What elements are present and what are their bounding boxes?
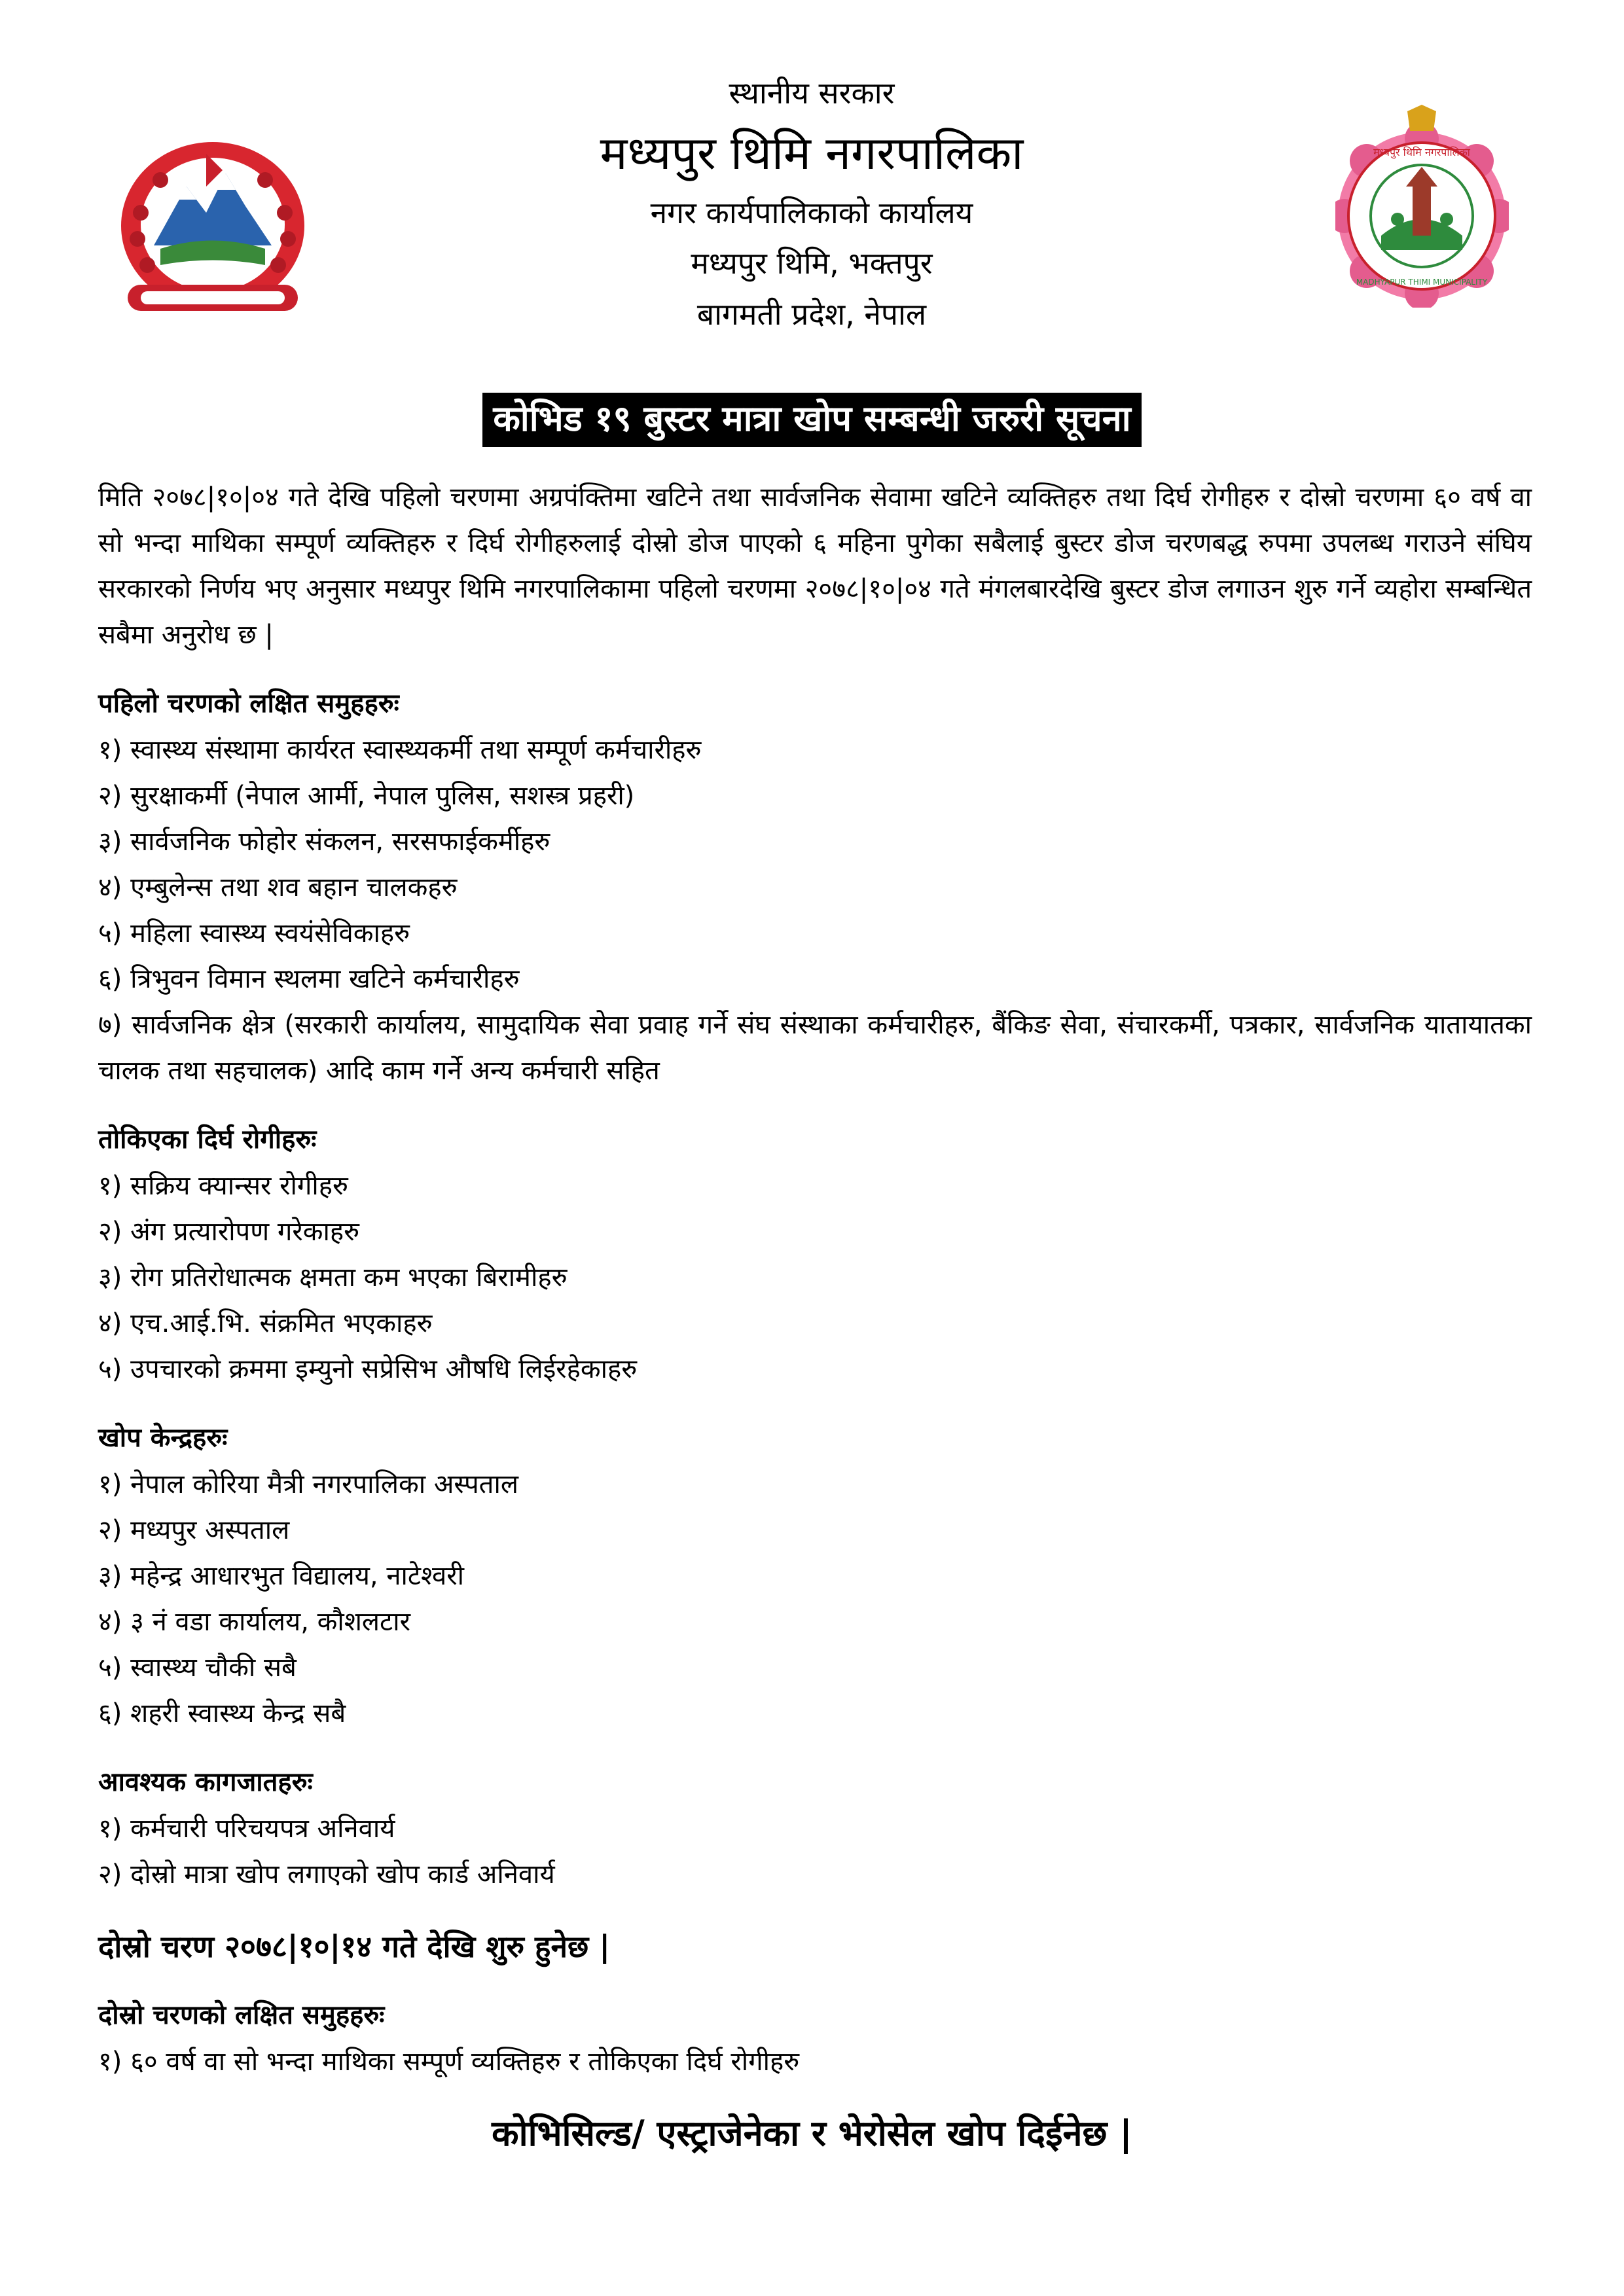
vaccine-type-note: कोभिसिल्ड/ एस्ट्राजेनेका र भेरोसेल खोप दिईनेछ | — [492, 2113, 1132, 2154]
intro-paragraph: मिति २०७८|१०|०४ गते देखि पहिलो चरणमा अग्रपंक्तिमा खटिने तथा सार्वजनिक सेवामा खटिने व्यक्तिहरु तथा दिर्घ रोगीहरु र दोस्रो चरणमा ६० वर्ष वा सो भन्दा माथिका सम्पूर्ण व्यक्तिहरु र दिर्घ रोगीहरुलाई दोस्रो डोज पाएको ६ महिना पुगेका सबैलाई बुस्टर डोज चरणबद्ध रुपमा उपलब्ध गराउने संघिय सरकारको निर्णय भए अनुसार मध्यपुर थिमि नगरपालिकामा पहिलो चरणमा २०७८|१०|०४ गते मंगलबारदेखि बुस्टर डोज लगाउन शुरु गर्ने व्यहोरा सम्बन्धित सबैमा अनुरोध छ | — [98, 482, 1532, 650]
notice-body — [98, 475, 1532, 2085]
list-item: २) दोस्रो मात्रा खोप लगाएको खोप कार्ड अनिवार्य — [98, 1859, 555, 1890]
list-item: ३) महेन्द्र आधारभुत विद्यालय, नाटेश्वरी — [98, 1561, 465, 1591]
list-item: ६) शहरी स्वास्थ्य केन्द्र सबै — [98, 1698, 346, 1729]
second-phase-list — [98, 2039, 1532, 2085]
list-item: १) कर्मचारी परिचयपत्र अनिवार्य — [98, 1814, 395, 1844]
office-name: नगर कार्यपालिकाको कार्यालय — [650, 195, 973, 231]
madhyapur-thimi-municipality-logo-icon — [1335, 105, 1509, 308]
list-item: २) अंग प्रत्यारोपण गरेकाहरु — [98, 1217, 360, 1247]
logo-nepali-text: मध्यपुर थिमि नगरपालिका — [1373, 146, 1470, 158]
list-item: २) सुरक्षाकर्मी (नेपाल आर्मी, नेपाल पुलिस, सशस्त्र प्रहरी) — [98, 781, 635, 811]
list-item: ३) सार्वजनिक फोहोर संकलन, सरसफाईकर्मीहरु — [98, 827, 550, 857]
province-country: बागमती प्रदेश, नेपाल — [696, 296, 927, 332]
chronic-patients-list — [98, 1163, 1532, 1392]
office-address: मध्यपुर थिमि, भक्तपुर — [691, 245, 933, 281]
second-phase-start: दोस्रो चरण २०७८|१०|१४ गते देखि शुरु हुनेछ | — [98, 1929, 611, 1964]
nepal-government-emblem-icon — [115, 134, 311, 324]
list-item: १) स्वास्थ्य संस्थामा कार्यरत स्वास्थ्यकर्मी तथा सम्पूर्ण कर्मचारीहरु — [98, 735, 702, 765]
list-item: ५) उपचारको क्रममा इम्युनो सप्रेसिभ औषधि लिईरहेकाहरु — [98, 1354, 638, 1384]
required-documents-list — [98, 1806, 1532, 1897]
notice-title: कोभिड १९ बुस्टर मात्रा खोप सम्बन्धी जरुरी सूचना — [482, 393, 1141, 447]
letterhead — [0, 0, 1624, 367]
list-item: ४) एम्बुलेन्स तथा शव बहान चालकहरु — [98, 872, 458, 903]
list-item: ३) रोग प्रतिरोधात्मक क्षमता कम भएका बिरामीहरु — [98, 1263, 568, 1293]
list-item: ७) सार्वजनिक क्षेत्र (सरकारी कार्यालय, सामुदायिक सेवा प्रवाह गर्ने संघ संस्थाका कर्मचारीहरु, बैंकिङ सेवा, संचारकर्मी, पत्रकार, सार्वजनिक यातायातका चालक तथा सहचालक) आदि काम गर्ने अन्य कर्मचारी सहित — [98, 1010, 1532, 1086]
list-item: १) सक्रिय क्यान्सर रोगीहरु — [98, 1171, 348, 1201]
list-item: २) मध्यपुर अस्पताल — [98, 1515, 290, 1545]
list-item: ५) स्वास्थ्य चौकी सबै — [98, 1653, 297, 1683]
chronic-patients-heading: तोकिएका दिर्घ रोगीहरुः — [98, 1124, 317, 1155]
list-item: ५) महिला स्वास्थ्य स्वयंसेविकाहरु — [98, 918, 410, 948]
list-item: ४) ३ नं वडा कार्यालय, कौशलटार — [98, 1607, 410, 1637]
second-phase-heading: दोस्रो चरणको लक्षित समुहहरुः — [98, 2000, 385, 2030]
list-item: १) नेपाल कोरिया मैत्री नगरपालिका अस्पताल — [98, 1469, 518, 1499]
local-government-label: स्थानीय सरकार — [729, 75, 895, 111]
list-item: ४) एच.आई.भि. संक्रमित भएकाहरु — [98, 1308, 433, 1338]
vaccination-centers-heading: खोप केन्द्रहरुः — [98, 1423, 228, 1453]
list-item: ६) त्रिभुवन विमान स्थलमा खटिने कर्मचारीहरु — [98, 964, 520, 994]
letterhead-text — [425, 75, 1198, 332]
municipality-name: मध्यपुर थिमि नगरपालिका — [600, 126, 1024, 181]
list-item: १) ६० वर्ष वा सो भन्दा माथिका सम्पूर्ण व्यक्तिहरु र तोकिएका दिर्घ रोगीहरु — [98, 2047, 800, 2077]
logo-english-text: MADHYAPUR THIMI MUNICIPALITY — [1356, 278, 1488, 287]
first-phase-list — [98, 727, 1532, 1094]
first-phase-heading: पहिलो चरणको लक्षित समुहहरुः — [98, 689, 399, 719]
title-banner — [0, 393, 1624, 447]
required-documents-heading: आवश्यक कागजातहरुः — [98, 1767, 313, 1797]
vaccination-centers-list — [98, 1462, 1532, 1736]
